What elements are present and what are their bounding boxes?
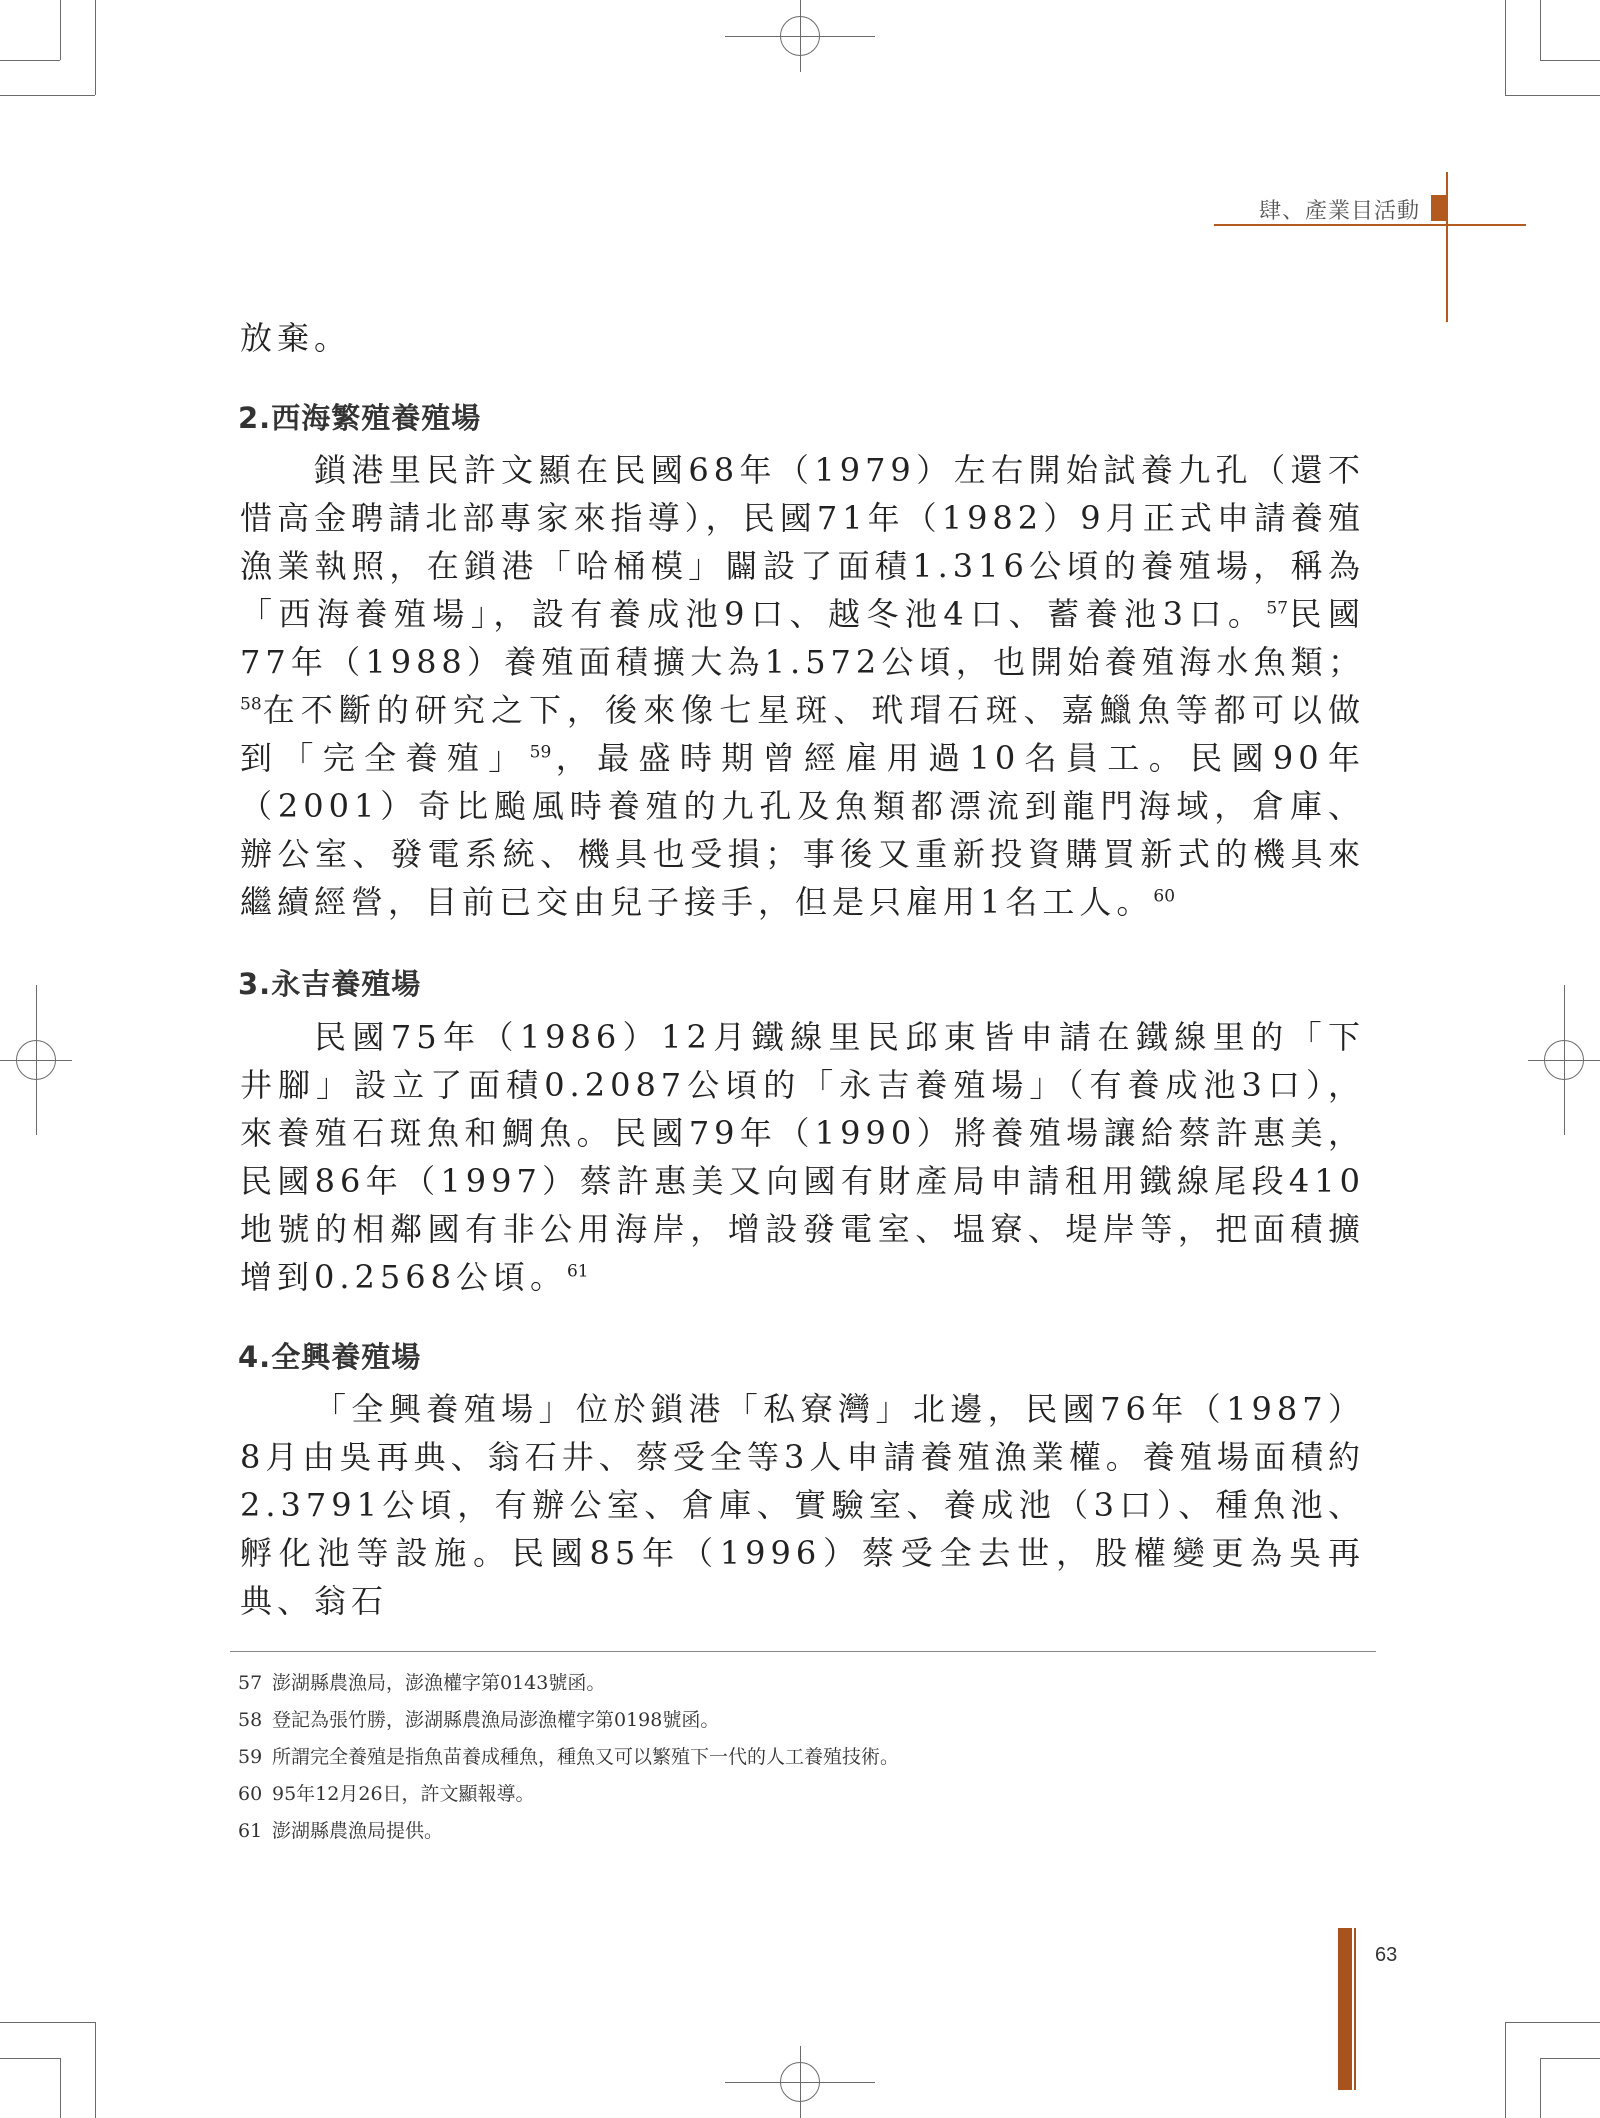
section-heading: 2.西海繁殖養殖場 [238,401,482,435]
paragraph [240,446,1365,926]
page-number-bar [1338,1928,1352,2090]
running-head-rule [1214,224,1526,226]
footnote-number: 57 [238,1672,263,1694]
section-body [240,1385,1365,1625]
section-heading: 4.全興養殖場 [238,1340,422,1374]
footnote-text: 所謂完全養殖是指魚苗養成種魚，種魚又可以繁殖下一代的人工養殖技術。 [272,1746,900,1768]
footnote-text: 澎湖縣農漁局，澎漁權字第0143號函。 [272,1672,606,1694]
footnote [238,1776,1358,1813]
paragraph-text: 民國75年（1986）12月鐵線里民邱東皆申請在鐵線里的「下井腳」設立了面積0.2087公頃的「永吉養殖場」（有養成池3口），來養殖石斑魚和鯛魚。民國79年（1990）將養殖場讓給蔡許惠美，民國86年（1997）蔡許惠美又向國有財產局申請租用鐵線尾段410地號的相鄰國有非公用海岸，增設發電室、塭寮、堤岸等，把面積擴增到0.2568公頃。 [240,1018,1365,1296]
section-body [240,1013,1365,1301]
footnote-reference[interactable]: 60 [1153,886,1176,907]
footnote-number: 58 [238,1709,263,1731]
paragraph-text: 民國77年（1988）養殖面積擴大為1.572公頃，也開始養殖海水魚類； [240,595,1365,681]
footnote-text: 澎湖縣農漁局提供。 [272,1820,444,1842]
footnote-text: 登記為張竹勝，澎湖縣農漁局澎漁權字第0198號函。 [272,1709,720,1731]
running-head: 肆、產業目活動 [1258,199,1420,224]
footnote [238,1813,1358,1850]
paragraph [240,1385,1365,1625]
paragraph-text: 「全興養殖場」位於鎖港「私寮灣」北邊，民國76年（1987）8月由吳再典、翁石井、蔡受全等3人申請養殖漁業權。養殖場面積約2.3791公頃，有辦公室、倉庫、實驗室、養成池（3口）、種魚池、孵化池等設施。民國85年（1996）蔡受全去世，股權變更為吳再典、翁石 [240,1390,1365,1620]
footnote-list [238,1665,1358,1850]
page-number: 63 [1375,1944,1398,1966]
paragraph-text: 鎖港里民許文顯在民國68年（1979）左右開始試養九孔（還不惜高金聘請北部專家來指導），民國71年（1982）9月正式申請養殖漁業執照，在鎖港「哈桶模」闢設了面積1.316公頃的養殖場，稱為「西海養殖場」，設有養成池9口、越冬池4口、蓄養池3口。 [240,451,1365,633]
footnote-reference[interactable]: 59 [529,742,552,763]
footnote [238,1702,1358,1739]
section-heading: 3.永吉養殖場 [238,967,422,1001]
page-number-bar-thin [1354,1928,1356,2090]
footnote [238,1739,1358,1776]
paragraph-text: 在不斷的研究之下，後來像七星斑、玳瑁石斑、嘉鱲魚等都可以做到「完全養殖」 [240,691,1365,777]
footnote-rule [230,1651,1376,1652]
intro-line: 放棄。 [240,319,352,357]
running-head-vertical-rule [1446,172,1448,322]
footnote-reference[interactable]: 61 [566,1261,589,1282]
footnote-reference[interactable]: 58 [240,694,262,715]
footnote-text: 95年12月26日，許文顯報導。 [272,1783,535,1805]
paragraph [240,1013,1365,1301]
section-body [240,446,1365,926]
footnote-number: 59 [238,1746,263,1768]
footnote [238,1665,1358,1702]
footnote-number: 61 [238,1820,263,1842]
footnote-number: 60 [238,1783,263,1805]
footnote-reference[interactable]: 57 [1266,598,1289,619]
paragraph-text: ，最盛時期曾經雇用過10名員工。民國90年（2001）奇比颱風時養殖的九孔及魚類都漂流到龍門海域，倉庫、辦公室、發電系統、機具也受損；事後又重新投資購買新式的機具來繼續經營，目前已交由兒子接手，但是只雇用1名工人。 [240,739,1365,921]
